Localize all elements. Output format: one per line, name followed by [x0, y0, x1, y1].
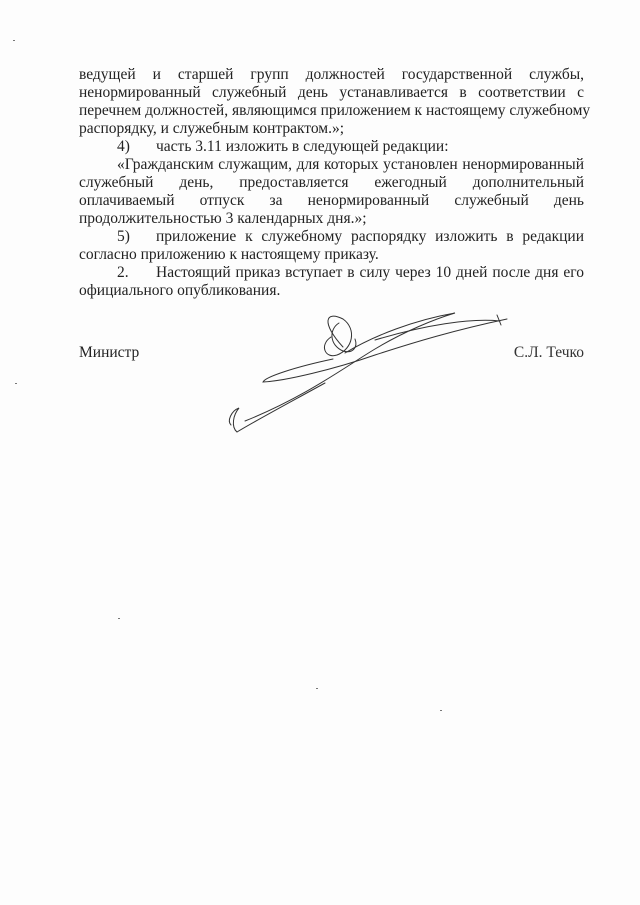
- handwritten-signature: [225, 305, 515, 440]
- quote-line: продолжительностью 3 календарных дня.»;: [79, 210, 367, 227]
- scan-speck: [13, 40, 15, 41]
- paragraph-line: распорядку, и служебным контрактом.»;: [79, 120, 345, 137]
- item-text: часть 3.11 изложить в следующей редакции:: [156, 138, 449, 155]
- item-number: 2.: [117, 264, 129, 281]
- paragraph-line: ненормированный служебный день устанавливается в соответствии с: [79, 84, 584, 101]
- scan-speck: [316, 688, 318, 689]
- quote-line: служебный день, предоставляется ежегодный дополнительный: [79, 174, 584, 191]
- item-number: 4): [117, 138, 130, 155]
- item-text: приложение к служебному распорядку изложить в редакции: [156, 228, 584, 245]
- signatory-position: Министр: [79, 344, 140, 361]
- paragraph-line: ведущей и старшей групп должностей государственной службы,: [79, 66, 584, 83]
- scan-speck: [118, 618, 120, 619]
- scan-speck: [440, 710, 442, 711]
- item-text: официального опубликования.: [79, 282, 281, 299]
- paragraph-line: перечнем должностей, являющимся приложением к настоящему служебному: [79, 102, 591, 119]
- scan-speck: [15, 383, 17, 384]
- quote-line: оплачиваемый отпуск за ненормированный служебный день: [79, 192, 584, 209]
- item-text: согласно приложению к настоящему приказу.: [79, 246, 379, 263]
- signatory-name: С.Л. Течко: [513, 344, 584, 361]
- quote-line: «Гражданским служащим, для которых установлен ненормированный: [117, 156, 584, 173]
- item-text: Настоящий приказ вступает в силу через 10 дней после дня его: [156, 264, 584, 281]
- item-number: 5): [117, 228, 130, 245]
